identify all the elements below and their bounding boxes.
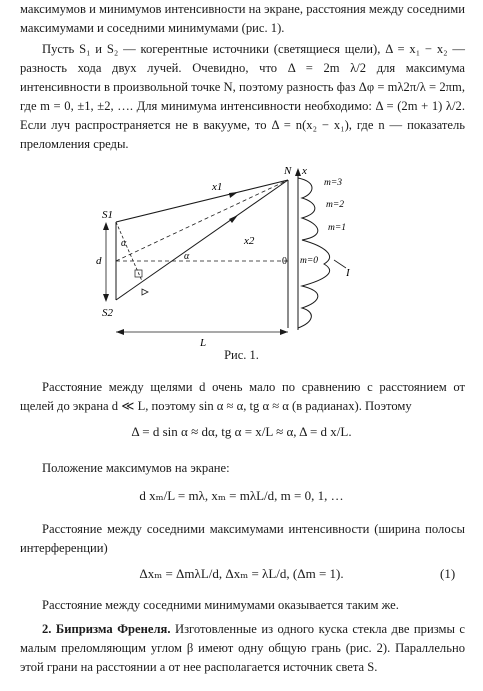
s1-label: S1 bbox=[102, 209, 113, 221]
l-arrow-left bbox=[116, 329, 124, 335]
equation-maxima-position: d xₘ/L = mλ, xₘ = mλL/d, m = 0, 1, … bbox=[139, 488, 344, 503]
l-arrow-right bbox=[280, 329, 288, 335]
maxima-position-text: Положение максимумов на экране: bbox=[42, 461, 230, 475]
section-heading: 2. Бипризма Френеля. bbox=[42, 622, 171, 636]
x2-label: x2 bbox=[244, 235, 255, 247]
perpendicular-line bbox=[116, 222, 142, 281]
intensity-pointer bbox=[334, 260, 346, 268]
intensity-label: I bbox=[346, 267, 350, 279]
alpha-label-slit: α bbox=[121, 238, 127, 249]
intro-text: максимумов и минимумов интенсивности на экране, расстояния между соседними максимумами и соседними минимумами (рис. 1). bbox=[20, 2, 465, 35]
fringe-width-text: Расстояние между соседними максимумами интенсивности (ширина полосы интерференции) bbox=[20, 522, 465, 555]
alpha-label-center: α bbox=[184, 251, 190, 262]
l-label: L bbox=[200, 337, 207, 349]
minima-text: Расстояние между соседними минимумами оказывается таким же. bbox=[42, 598, 399, 612]
paragraph-approx bbox=[20, 378, 465, 416]
paragraph-maxima-position bbox=[20, 459, 465, 478]
order-m3-label: m=3 bbox=[324, 178, 343, 188]
x-axis-label: x bbox=[302, 165, 307, 177]
interference-diagram bbox=[88, 160, 388, 355]
sources-text: Пусть S₁ и S₂ — когерентные источники (светящиеся щели), Δ = x₁ − x₂ — разность хода двух лучей. Очевидно, что Δ = 2m λ/2 для максимума интенсивности в произвольной точке N, поэтому разность фаз Δφ = mλ2π/λ = 2πm, где m = 0, ±1, ±2, …. Для минимума интенсивности необходимо: Δ = (2m + 1) λ/2. Если луч распространяется не в вакууме, то Δ = n(x₂ − x₁), где n — показатель преломления среды. bbox=[20, 42, 465, 151]
equation-path-difference: Δ = d sin α ≈ dα, tg α = x/L ≈ α, Δ = d x/L. bbox=[131, 424, 352, 439]
paragraph-fringe-width bbox=[20, 520, 465, 558]
order-m0-label: m=0 bbox=[300, 256, 319, 266]
d-label: d bbox=[96, 255, 102, 267]
d-arrow-down bbox=[103, 294, 109, 302]
d-arrow-up bbox=[103, 222, 109, 230]
paragraph-biprism bbox=[20, 620, 465, 677]
ray-x1-arrow bbox=[229, 192, 238, 198]
order-m2-label: m=2 bbox=[326, 200, 345, 210]
delta-marker bbox=[142, 289, 148, 295]
paragraph-intro bbox=[20, 0, 465, 38]
paragraph-minima bbox=[20, 596, 465, 615]
x-axis-arrow bbox=[295, 168, 301, 176]
paragraph-sources bbox=[20, 40, 465, 154]
point-n-label: N bbox=[284, 165, 292, 177]
intensity-curve bbox=[298, 178, 330, 328]
ray-x2-arrow bbox=[229, 215, 238, 223]
approx-text: Расстояние между щелями d очень мало по сравнению с расстоянием от щелей до экрана d ≪ L, поэтому sin α ≈ α, tg α ≈ α (в радианах). Поэтому bbox=[20, 380, 465, 413]
equation-fringe-width: Δxₘ = ΔmλL/d, Δxₘ = λL/d, (Δm = 1). bbox=[139, 566, 344, 581]
x1-label: x1 bbox=[212, 181, 223, 193]
equation-number: (1) bbox=[440, 566, 456, 581]
zero-label: 0 bbox=[282, 256, 287, 267]
s2-label: S2 bbox=[102, 307, 113, 319]
ray-x1 bbox=[116, 180, 288, 222]
figure-caption: Рис. 1. bbox=[224, 348, 259, 362]
biprism-text: Изготовленные из одного куска стекла две призмы с малым преломляющим углом β имеют одну общую грань (рис. 2). Параллельно этой грани на расстоянии a от нее располагается источник света S. bbox=[20, 622, 466, 674]
order-m1-label: m=1 bbox=[328, 223, 347, 233]
ray-x2 bbox=[116, 180, 288, 300]
center-ray bbox=[116, 180, 288, 261]
